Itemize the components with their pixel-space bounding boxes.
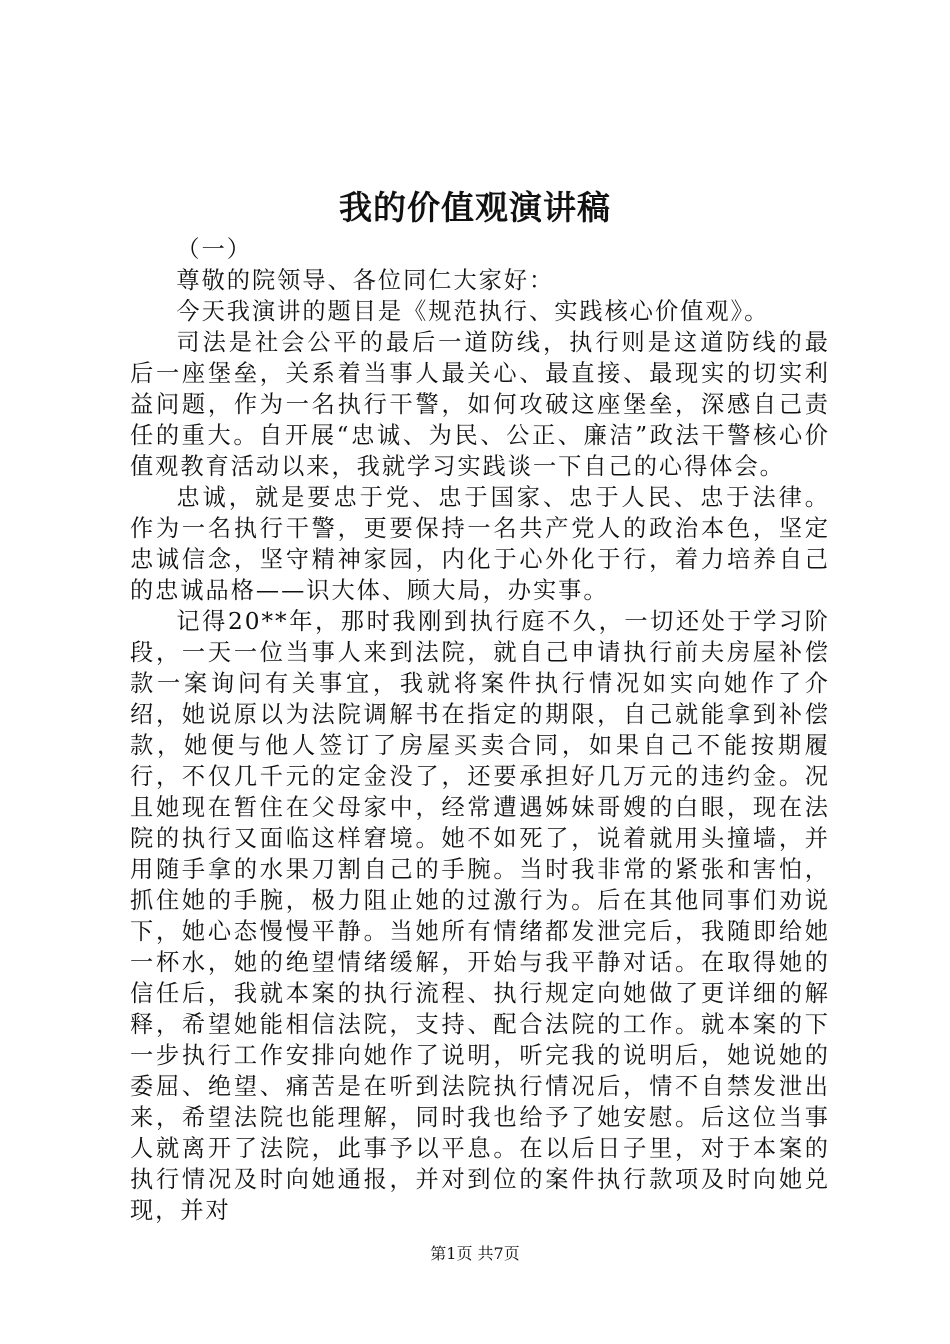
document-title: 我的价值观演讲稿 <box>339 188 611 227</box>
body-paragraph-loyalty: 忠诚，就是要忠于党、忠于国家、忠于人民、忠于法律。作为一名执行干警，更要保持一名共产党人的政治本色，坚定忠诚信念，坚守精神家园，内化于心外化于行，着力培养自己的忠诚品格——识大体、顾大局，办实事。 <box>130 484 830 604</box>
salutation: 尊敬的院领导、各位同仁大家好： <box>176 267 555 294</box>
body-paragraph-justice: 司法是社会公平的最后一道防线，执行则是这道防线的最后一座堡垒，关系着当事人最关心、最直接、最现实的切实利益问题，作为一名执行干警，如何攻破这座堡垒，深感自己责任的重大。自开展“忠诚、为民、公正、廉洁”政法干警核心价值观教育活动以来，我就学习实践谈一下自己的心得体会。 <box>130 329 830 480</box>
document-body <box>130 234 830 1226</box>
speech-topic: 今天我演讲的题目是《规范执行、实践核心价值观》。 <box>176 298 770 325</box>
body-paragraph-story: 记得20**年，那时我刚到执行庭不久，一切还处于学习阶段，一天一位当事人来到法院，就自己申请执行前夫房屋补偿款一案询问有关事宜，我就将案件执行情况如实向她作了介绍，她说原以为法院调解书在指定的期限，自己就能拿到补偿款，她便与他人签订了房屋买卖合同，如果自己不能按期履行，不仅几千元的定金没了，还要承担好几万元的违约金。况且她现在暂住在父母家中，经常遭遇姊妹哥嫂的白眼，现在法院的执行又面临这样窘境。她不如死了，说着就用头撞墙，并用随手拿的水果刀割自己的手腕。当时我非常的紧张和害怕，抓住她的手腕，极力阻止她的过激行为。后在其他同事们劝说下，她心态慢慢平静。当她所有情绪都发泄完后，我随即给她一杯水，她的绝望情绪缓解，开始与我平静对话。在取得她的信任后，我就本案的执行流程、执行规定向她做了更详细的解释，希望她能相信法院，支持、配合法院的工作。就本案的下一步执行工作安排向她作了说明，听完我的说明后，她说她的委屈、绝望、痛苦是在听到法院执行情况后，情不自禁发泄出来，希望法院也能理解，同时我也给予了她安慰。后这位当事人就离开了法院，此事予以平息。在以后日子里，对于本案的执行情况及时向她通报，并对到位的案件执行款项及时向她兑现，并对 <box>130 608 830 1224</box>
page-number-footer: 第1页 共7页 <box>430 1244 520 1263</box>
section-number: （一） <box>176 236 252 263</box>
